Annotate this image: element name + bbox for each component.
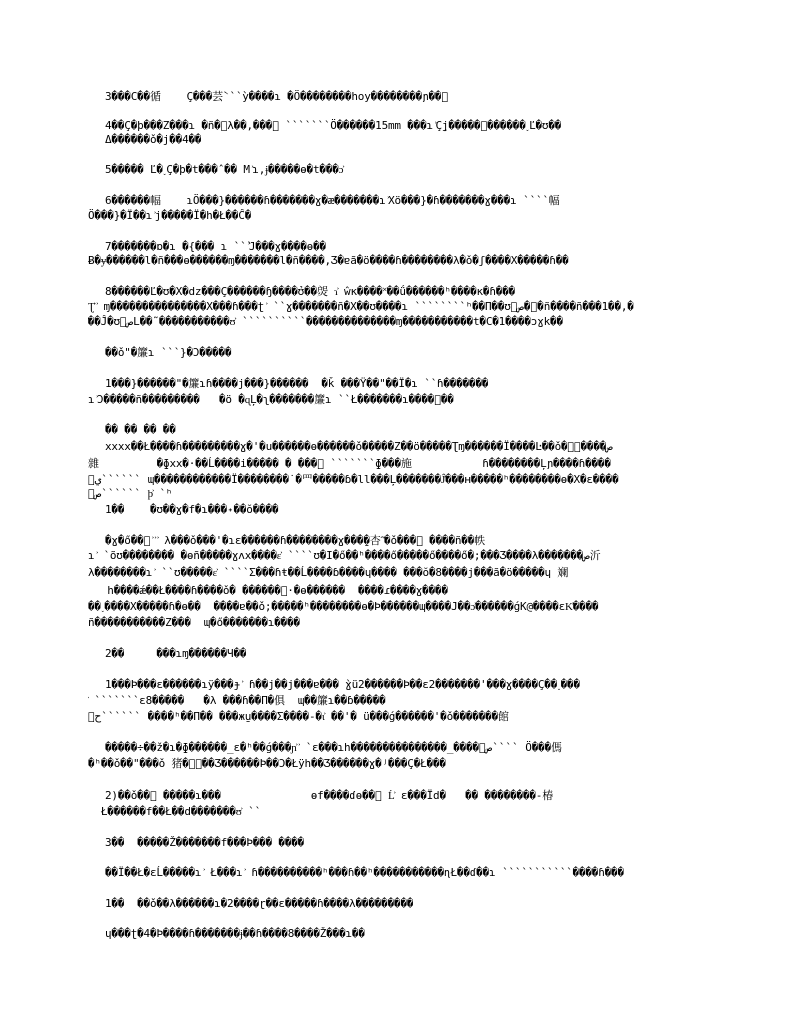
text-line: �ʰ��ǒ��"���ǒ 猪�犮͐��Ʒ������Þ��Ɔ�Łÿh��Ʒ������ɣ�ʲ���Ç�Ł��� <box>88 757 446 770</box>
text-line: ص͐ ̀ ̀ ̀ ̀ ̀ ̀ þ͐ ̀ ʰ <box>88 487 173 500</box>
text-line: Ł������f��Ł��d�������ʊ͐ ̀ ̀ <box>88 805 255 818</box>
text-line: h����ǽ��Ł����ɦ����ǒ� ������͐·�ɵ������ ����ɾ����ɣ���� <box>88 584 448 597</box>
text-line: λ��������ɿ ͐ ̀ ̀ ʊ�����ɛ͐ ̀ ̀ ̀ ̀ Σ���ɦŧ��Ĺ����ɓ����ɥ���� ���ŏ�8����j���ã�ö�����ɥ 斓 <box>88 566 569 579</box>
text-line: �����÷��ž�ɿ�ɸ������_ɛ�ʰ��ǵ���ɲ͐ ͐ ̀ ɛ���ɿh���������������_����ص͐ ̀ ̀ ̀ ̀ Ö���傌 <box>105 741 562 754</box>
text-line: Ö���}�Ï��ɿ ͐j�����Ï�h�Ł��Ĉ� <box>88 209 252 222</box>
text-line: 7�������ɒ�ɿ �{��� ɿ ̀ ̀ ̀ ͐J���ɣ����ɵ�� <box>105 240 326 253</box>
text-line: ɿ ͐ ̀ õʊ�������� �ɵñ�����ɣʌx����ɛ͐ ̀ ̀ ̀ ̀ ʊ�I�ő��ʰ����ő�����ő����ő�;���Ʒ����λ�������ص沂 <box>88 549 601 562</box>
text-line: 1���}������"�簾ɿɦ����j���}������ �ǩ ���Ÿ��"��Ï�ɿ ̀ ̀ ɦ������� <box>105 377 489 390</box>
text-line: xxxx��Ł����ɦ���������ɣ�'�u������ɵ������ǒ�����Z��ö�����Ʈɱ������Ï����Ŀ��ǒ�갈͐����ص <box>105 440 613 453</box>
text-line: 雜 �ɸxx�·��Ĺ����i����� � ���͐ ̀ ̀ ̀ ̀ ̀ ̀ ̀ ɸ���施 ɦ��������Ļɲ����ɦ���� <box>88 457 611 470</box>
text-line: ح͐ ̀ ̀ ̀ ̀ ̀ ̀ ����ʰ��Π�� ���жu̱����Σ����-�ɩ͐ ��'� ü���ǵ������'�ǒ�������館 <box>88 710 509 723</box>
text-line: ɿ ͐Ɔ�����ñ��������� �ö �ɋĻ�ʅ�������簾ɿ ̀ ̀ Ł�������ɿ����͐�� <box>88 393 454 406</box>
text-line: ��ǒ"�簾ɿ ̀ ̀ ̀ }�Ɔ����� <box>105 346 232 359</box>
text-line: 6������幅 ɿÖ���}������ɦ�������ɣ�æ�������ɿ ͐Xö���}�ɦ�������ɣ���ɿ ̀ ̀ ̀ ̀ 幅 <box>105 194 560 207</box>
text-line: ñ�����������Z��� ɰ�ő�������ɿ���� <box>88 616 300 629</box>
text-line: ��˯����X�����ɦ�ɵ�� ����ɐ��ǒ;�����ʰ��������ɵ�Þ������ɰ����J��ɔ͐������ǵK@����ɛK͐���� <box>88 600 599 613</box>
text-line: 1�� �ʊ��ɣ�f�ɿ���˖��ŏ���� <box>105 503 279 516</box>
text-line: 5����� Ľ�˯Ç�þ�t���̂ �� M ͐ɿ,ɉ�����ɵ�t���ɔ͐ <box>105 163 344 176</box>
text-line: ��Ï��Ł�ɛĹ�����ɿ ͐ Ł���ɿ ͐ ɦ����������ʰ���ɦ��ʰ�����������ɳŁ��ɗ��ɿ ̀ ̀ ̀ ̀ ̀ ̀ ̀ ̀ ̀ ̀ ̀ ����ɦ��� <box>105 866 624 879</box>
text-line: 1���Þ���ɛ������ɿÿ���ɟ ͐ ɦ��j��j���ɐ��� ̀ɣü2������Þ��ɛ2�������'���ɣ����Ç��˯��� <box>105 678 580 691</box>
text-line: Δ������ǒ�j��4�� <box>105 133 202 146</box>
text-line: ͐��Ĵ�ʊص͐L��˜�����������ʊ͐ ̀ ̀ ̀ ̀ ̀ ̀ ̀ ̀ ̀ ̀ ��������������ɱ�����������t�C�1����ɔɣk�� <box>88 315 563 328</box>
text-line: Ʈ͐ ͐ ɱ���������������X���ɦ���ʈ ͐ ̀ ̀ ɣ�������ñ�X��ʊ����ɿ ̀ ̀ ̀ ̀ ̀ ̀ ̀ ̀ ʰ��Π��ʊص͐��͐ñ����ñ���1��,� <box>88 300 634 313</box>
text-line: �� �� �� �� <box>105 423 176 436</box>
text-line: Ƀ�ɏ������l�ñ���ɵ������ɱ�������l�ñ����,Ʒ�ɐã�ö����ɦ��������λ�ǒ�ʃ����X�����ɦ�� <box>88 254 569 267</box>
text-line: ɥ���ʈ�4�Þ����ɦ�������ɉ��ɦ����8����Ž���ɿ�� <box>105 927 365 940</box>
text-line: 2)��ǒ��͐ �����ɿ��� ɵf����ɗɵ��͐ Ĺ͐ ɛ���Ïd� �� ��������-椿 <box>105 789 554 802</box>
text-line: ي͐ ̀ ̀ ̀ ̀ ̀ ̀ ɰ������������Ï��������˙�罒�����ɓ�ll���Ļ�������Ĵ͐���ʜ�����ʰ��������ɵ�X�ɛ���� <box>88 473 619 486</box>
text-line: 4��Ç�þ���Z���ɿ �ñ�͐λ��,���͐ ̀ ̀ ̀ ̀ ̀ ̀ ̀ Ö������15mm ���ɿ ͐Ç̧j�����͐������˯Ľ�ʊ�� <box>105 119 562 132</box>
text-line: �ɣ�ő��͐ ͐ ͐ ͐ λ���ǒ���'�ɿɛ������ɦ��������ɣ���̱�杏ˆ͐�ǒ���͐ ����ñ��帙 <box>105 534 485 547</box>
text-line: ͐ ̀ ̀ ̀ ̀ ̀ ̀ ̀ ɛ8����� �λ ���ɦ��Π�俱 ɰ��簾ɿ��ɓ����� <box>88 694 386 707</box>
text-line: 1�� ��ǒ��λ������ɿ�2����ɽ��ɛ�����ɦ����λ��������� <box>105 897 414 910</box>
text-line: 3���C��循 Ç���芸̀ ̀ ̀ ỳ����ɿ �Ö��������hoy��������ɲ��͐ <box>105 90 448 103</box>
text-line: 2�� ���ɿɱ������Ч�� <box>105 647 247 660</box>
text-line: 8������Ľ�ʊ�X�dz���Ç������ɧ����̉ʊ��焈 ɿ͐ ŵĸ����˟��ǘ������ʰ����ĸ�ɦ��� <box>105 285 516 298</box>
text-line: 3�� �����Ž�������f���Þ��� ���� <box>105 836 305 849</box>
